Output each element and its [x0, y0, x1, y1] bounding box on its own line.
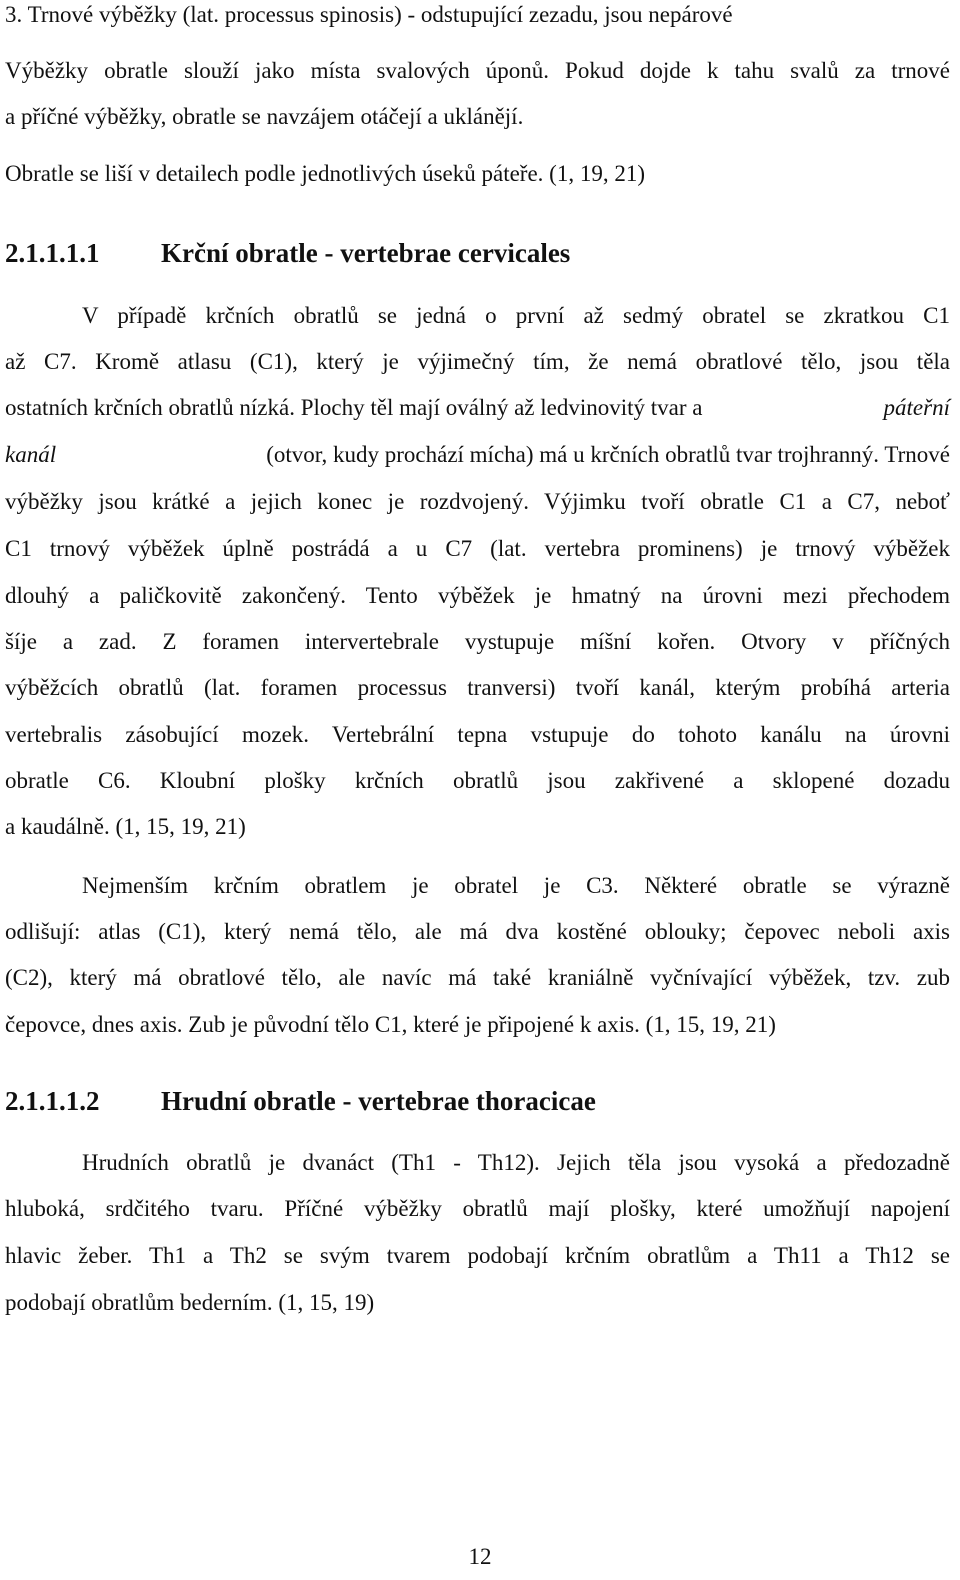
text-line: výběžcích obratlů (lat. foramen processus tranversi) tvoří kanál, kterým probíhá arteria [5, 675, 950, 700]
text-line: odlišují: atlas (C1), který nemá tělo, ale má dva kostěné oblouky; čepovec neboli axis [5, 919, 950, 944]
italic-term: páteřní [883, 395, 950, 420]
text-line: Obratle se liší v detailech podle jednotlivých úseků páteře. (1, 19, 21) [5, 161, 645, 186]
text-line: Hrudních obratlů je dvanáct (Th1 - Th12). Jejich těla jsou vysoká a předozadně [82, 1150, 950, 1175]
text-line: Nejmenším krčním obratlem je obratel je C3. Některé obratle se výrazně [82, 873, 950, 898]
text-line: C1 trnový výběžek úplně postrádá a u C7 (lat. vertebra prominens) je trnový výběžek [5, 536, 950, 561]
text-line: dlouhý a paličkovitě zakončený. Tento výběžek je hmatný na úrovni mezi přechodem [5, 583, 950, 608]
text-line: až C7. Kromě atlasu (C1), který je výjimečný tím, že nemá obratlové tělo, jsou těla [5, 349, 950, 374]
text-line [5, 393, 950, 423]
section-heading-cervical [5, 236, 570, 270]
section-heading-thoracic [5, 1084, 596, 1118]
text-line [5, 440, 950, 470]
text-line: čepovce, dnes axis. Zub je původní tělo C1, které je připojené k axis. (1, 15, 19, 21) [5, 1012, 776, 1037]
section-number: 2.1.1.1.2 [5, 1086, 100, 1116]
text-line: šíje a zad. Z foramen intervertebrale vystupuje míšní kořen. Otvory v příčných [5, 629, 950, 654]
list-item-3: 3. Trnové výběžky (lat. processus spinosis) - odstupující zezadu, jsou nepárové [5, 2, 733, 27]
text-line: a příčné výběžky, obratle se navzájem otáčejí a uklánějí. [5, 104, 524, 129]
text-line: vertebralis zásobující mozek. Vertebrální tepna vstupuje do tohoto kanálu na úrovni [5, 722, 950, 747]
page-number: 12 [468, 1544, 492, 1569]
text-line: Výběžky obratle slouží jako místa svalových úponů. Pokud dojde k tahu svalů za trnové [5, 58, 950, 83]
text-line: (C2), který má obratlové tělo, ale navíc má také kraniálně vyčnívající výběžek, tzv. zub [5, 965, 950, 990]
section-number: 2.1.1.1.1 [5, 238, 100, 268]
text-line: V případě krčních obratlů se jedná o první až sedmý obratel se zkratkou C1 [82, 303, 950, 328]
text-line: obratle C6. Kloubní plošky krčních obratlů jsou zakřivené a sklopené dozadu [5, 768, 950, 793]
text-line: výběžky jsou krátké a jejich konec je rozdvojený. Výjimku tvoří obratle C1 a C7, neboť [5, 489, 950, 514]
italic-term: kanál [5, 442, 57, 467]
section-title: Krční obratle - vertebrae cervicales [161, 238, 571, 268]
text-segment: ostatních krčních obratlů nízká. Plochy těl mají oválný až ledvinovitý tvar a [5, 395, 703, 420]
text-line: hluboká, srdčitého tvaru. Příčné výběžky obratlů mají plošky, které umožňují napojení [5, 1196, 950, 1221]
text-line: a kaudálně. (1, 15, 19, 21) [5, 814, 246, 839]
text-line: hlavic žeber. Th1 a Th2 se svým tvarem podobají krčním obratlům a Th11 a Th12 se [5, 1243, 950, 1268]
text-line: podobají obratlům bederním. (1, 15, 19) [5, 1290, 375, 1315]
section-title: Hrudní obratle - vertebrae thoracicae [161, 1086, 596, 1116]
text-segment: (otvor, kudy prochází mícha) má u krčních obratlů tvar trojhranný. Trnové [266, 442, 950, 467]
